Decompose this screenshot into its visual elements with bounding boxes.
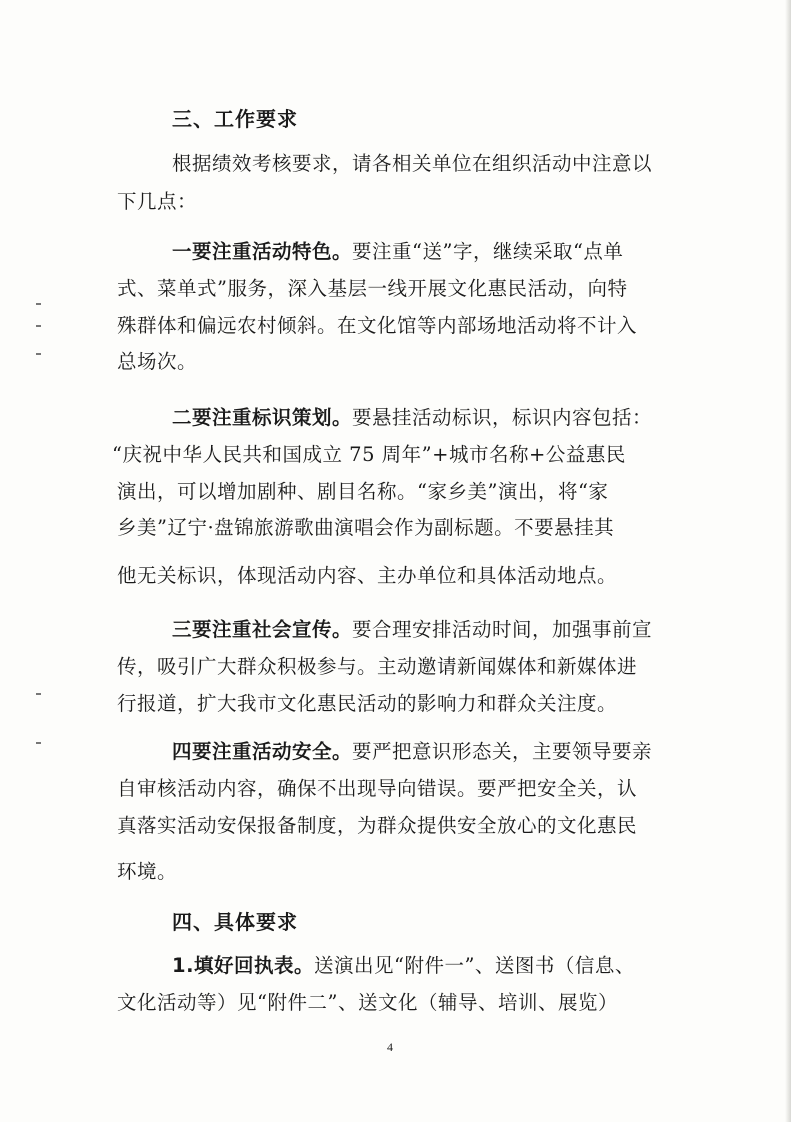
paragraph-first-line bbox=[172, 736, 652, 764]
paragraph-line: 式、菜单式”服务，深入基层一线开展文化惠民活动，向特 bbox=[117, 277, 628, 300]
paragraph-line: 乡美”辽宁·盘锦旅游歌曲演唱会作为副标题。不要悬挂其 bbox=[117, 516, 615, 539]
item-text: 要合理安排活动时间，加强事前宣 bbox=[352, 618, 653, 641]
paragraph-line: 自审核活动内容，确保不出现导向错误。要严把安全关，认 bbox=[117, 777, 638, 800]
binding-mark bbox=[36, 303, 41, 305]
binding-mark bbox=[36, 693, 41, 695]
item-text: 要严把意识形态关，主要领导要亲 bbox=[352, 740, 653, 763]
paragraph-first-line bbox=[172, 614, 652, 642]
paragraph-line: 环境。 bbox=[117, 860, 178, 883]
binding-mark bbox=[36, 325, 41, 327]
item-lead: 1.填好回执表。 bbox=[172, 954, 314, 977]
page-number: 4 bbox=[387, 1040, 393, 1054]
paragraph-line: 他无关标识，体现活动内容、主办单位和具体活动地点。 bbox=[117, 564, 618, 587]
item-text: 要注重“送”字，继续采取“点单 bbox=[352, 240, 624, 263]
item-text: 送演出见“附件一”、送图书（信息、 bbox=[313, 954, 635, 977]
paragraph-line: 演出，可以增加剧种、剧目名称。“家乡美”演出，将“家 bbox=[117, 480, 609, 503]
paragraph-line: 总场次。 bbox=[117, 350, 198, 373]
paragraph-line: 传，吸引广大群众积极参与。主动邀请新闻媒体和新媒体进 bbox=[117, 655, 638, 678]
binding-mark bbox=[36, 353, 41, 355]
paragraph-line: 行报道，扩大我市文化惠民活动的影响力和群众关注度。 bbox=[117, 692, 618, 715]
item-lead: 四要注重活动安全。 bbox=[172, 740, 353, 763]
section-heading: 四、具体要求 bbox=[172, 910, 298, 934]
paragraph-first-line bbox=[172, 236, 623, 264]
paragraph-line: 殊群体和偏远农村倾斜。在文化馆等内部场地活动将不计入 bbox=[117, 314, 638, 337]
page-edge-shadow bbox=[785, 0, 791, 1122]
paragraph-line: 根据绩效考核要求，请各相关单位在组织活动中注意以 bbox=[172, 152, 653, 175]
paragraph-line: “庆祝中华人民共和国成立 75 周年”+城市名称+公益惠民 bbox=[112, 443, 626, 466]
item-lead: 一要注重活动特色。 bbox=[172, 240, 353, 263]
paragraph-line: 真落实活动安保报备制度，为群众提供安全放心的文化惠民 bbox=[117, 814, 638, 837]
paragraph-first-line bbox=[172, 402, 652, 430]
paragraph-line: 文化活动等）见“附件二”、送文化（辅导、培训、展览） bbox=[117, 991, 618, 1014]
binding-mark bbox=[36, 742, 41, 744]
paragraph-line: 下几点： bbox=[117, 190, 198, 213]
item-lead: 二要注重标识策划。 bbox=[172, 406, 353, 429]
item-lead: 三要注重社会宣传。 bbox=[172, 618, 353, 641]
section-heading: 三、工作要求 bbox=[172, 107, 298, 131]
item-text: 要悬挂活动标识，标识内容包括： bbox=[352, 406, 653, 429]
paragraph-first-line bbox=[172, 950, 635, 978]
